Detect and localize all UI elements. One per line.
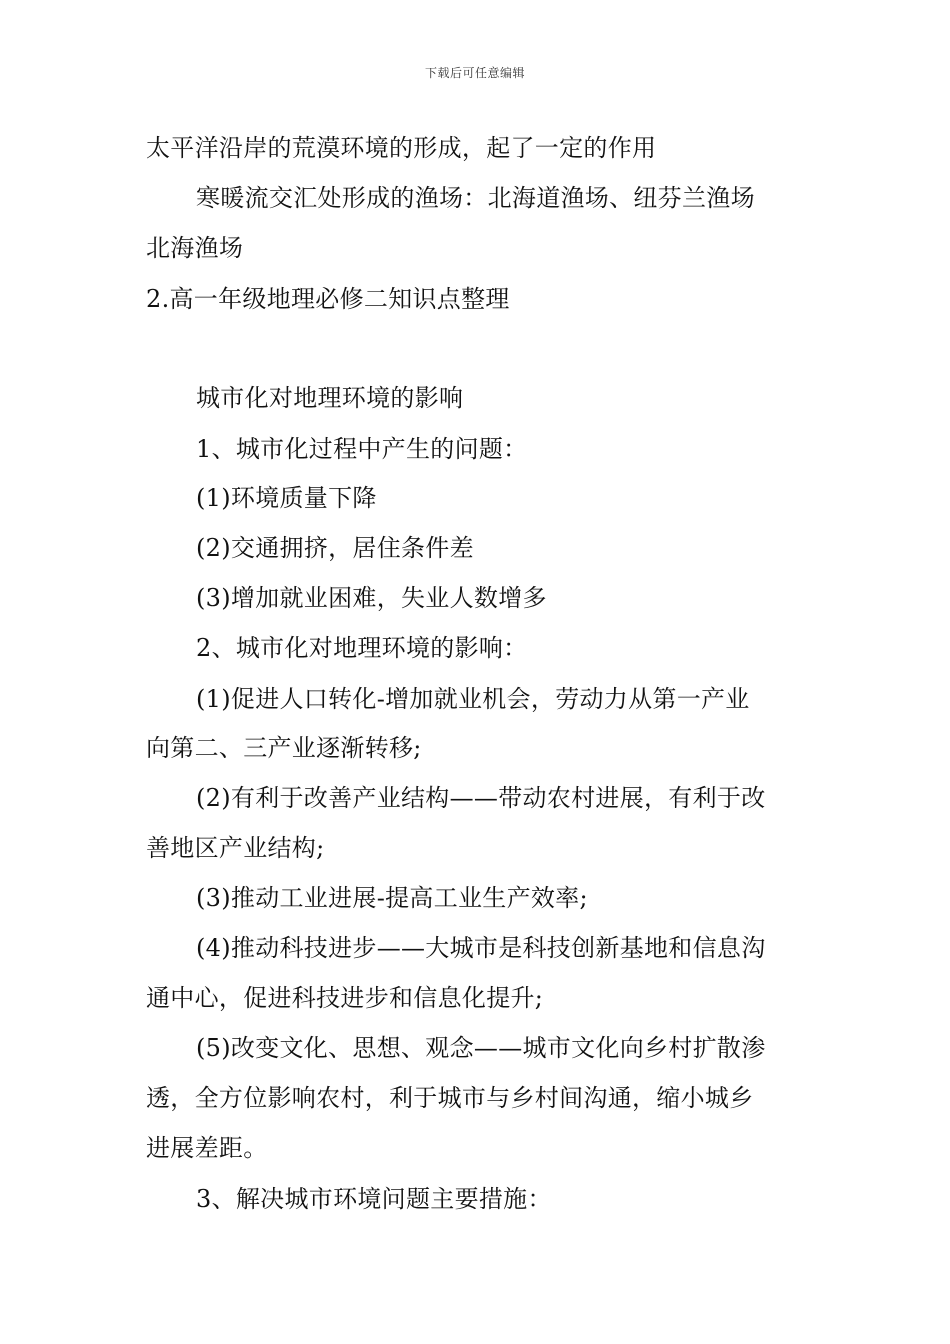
text-line: 向第二、三产业逐渐转移; [146, 734, 422, 762]
text-line: 透，全方位影响农村，利于城市与乡村间沟通，缩小城乡 [146, 1084, 754, 1112]
text-line: (1)促进人口转化-增加就业机会，劳动力从第一产业 [196, 685, 750, 713]
section-heading: 2.高一年级地理必修二知识点整理 [146, 285, 510, 313]
text-line: (3)增加就业困难，失业人数增多 [196, 584, 547, 612]
text-line: (4)推动科技进步——大城市是科技创新基地和信息沟 [196, 934, 766, 962]
text-line: 城市化对地理环境的影响 [196, 384, 464, 412]
text-line: 3、解决城市环境问题主要措施： [196, 1185, 552, 1213]
text-line: 通中心，促进科技进步和信息化提升; [146, 984, 544, 1012]
text-line: 北海渔场 [146, 234, 244, 262]
text-line: (2)交通拥挤，居住条件差 [196, 534, 474, 562]
text-line: (3)推动工业进展-提高工业生产效率; [196, 884, 588, 912]
text-line: 2、城市化对地理环境的影响： [196, 634, 528, 662]
text-line: 善地区产业结构; [146, 834, 325, 862]
text-line: 1、城市化过程中产生的问题： [196, 435, 528, 463]
text-line: 进展差距。 [146, 1134, 268, 1162]
text-line: 寒暖流交汇处形成的渔场：北海道渔场、纽芬兰渔场 [196, 184, 755, 212]
text-line: (5)改变文化、思想、观念——城市文化向乡村扩散渗 [196, 1034, 766, 1062]
page-header-note: 下载后可任意编辑 [424, 66, 525, 80]
text-line: (2)有利于改善产业结构——带动农村进展，有利于改 [196, 784, 766, 812]
text-line: 太平洋沿岸的荒漠环境的形成，起了一定的作用 [146, 134, 657, 162]
text-line: (1)环境质量下降 [196, 484, 377, 512]
